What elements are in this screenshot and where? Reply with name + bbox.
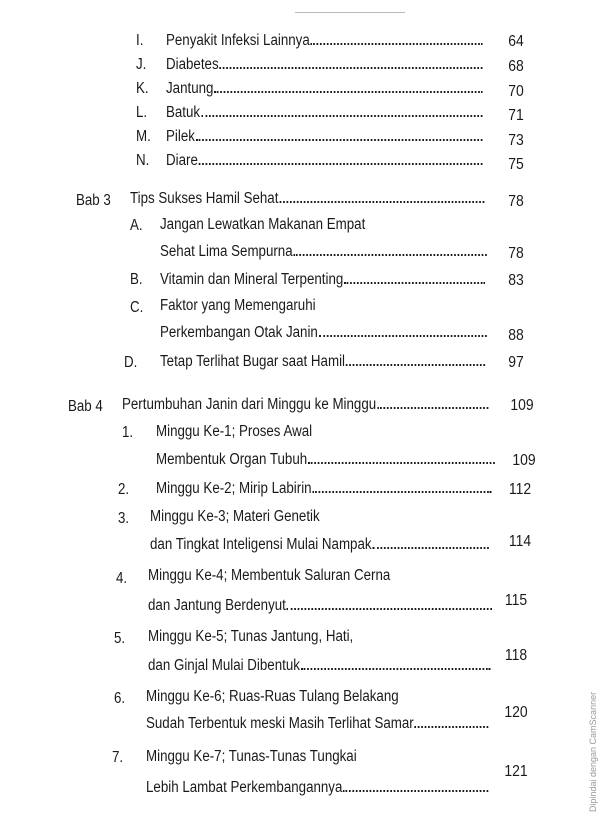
toc-label: 3. xyxy=(118,510,130,527)
toc-page-number: 115 xyxy=(504,592,528,609)
toc-label: 5. xyxy=(114,630,126,647)
chapter-label: Bab 3 xyxy=(76,192,111,209)
toc-entry-line1: Minggu Ke-7; Tunas-Tunas Tungkai xyxy=(146,748,357,765)
toc-label: I. xyxy=(136,32,144,49)
toc-label: 6. xyxy=(114,690,126,707)
toc-page-number: 71 xyxy=(508,107,524,124)
toc-label: 4. xyxy=(116,570,128,587)
toc-label: N. xyxy=(136,152,150,169)
toc-entry-line1: Jangan Lewatkan Makanan Empat xyxy=(160,216,366,233)
toc-label: 7. xyxy=(112,749,124,766)
scanner-watermark: Dipindai dengan CamScanner xyxy=(588,691,598,812)
chapter-label: Bab 4 xyxy=(68,398,103,415)
toc-page-number: 120 xyxy=(504,704,528,721)
toc-page-number: 83 xyxy=(508,272,524,289)
toc-label: M. xyxy=(136,128,151,145)
toc-label: L. xyxy=(136,104,148,121)
toc-page-number: 73 xyxy=(508,132,524,149)
toc-page-number: 70 xyxy=(508,83,524,100)
toc-page-number: 68 xyxy=(508,58,524,75)
toc-page-number: 114 xyxy=(508,533,532,550)
toc-page-number: 75 xyxy=(508,156,524,173)
toc-page-number: 118 xyxy=(504,647,528,664)
toc-entry: Lebih Lambat Perkembangannya xyxy=(146,778,490,798)
toc-entry: dan Jantung Berdenyut xyxy=(148,596,494,616)
toc-page-number: 112 xyxy=(508,481,532,498)
toc-entry-line1: Faktor yang Memengaruhi xyxy=(160,297,316,314)
toc-entry: Sudah Terbentuk meski Masih Terlihat Samar xyxy=(146,714,490,734)
toc-entry-line1: Minggu Ke-5; Tunas Jantung, Hati, xyxy=(148,628,354,645)
toc-entry-line1: Minggu Ke-4; Membentuk Saluran Cerna xyxy=(148,567,391,584)
toc-entry: Minggu Ke-2; Mirip Labirin xyxy=(156,479,493,499)
toc-label: K. xyxy=(136,80,149,97)
chapter-title: Tips Sukses Hamil Sehat xyxy=(130,189,486,209)
toc-entry: Perkembangan Otak Janin xyxy=(160,323,489,343)
toc-label: J. xyxy=(136,56,147,73)
toc-page-number: 109 xyxy=(512,452,536,469)
toc-entry: Jantung xyxy=(166,79,484,99)
toc-page-number: 78 xyxy=(508,193,524,210)
toc-entry: Diare xyxy=(166,151,484,171)
toc-entry: Diabetes xyxy=(166,55,484,75)
toc-page-number: 97 xyxy=(508,354,524,371)
toc-entry: Vitamin dan Mineral Terpenting xyxy=(160,270,487,290)
toc-entry-line1: Minggu Ke-6; Ruas-Ruas Tulang Belakang xyxy=(146,688,399,705)
toc-entry: Membentuk Organ Tubuh xyxy=(156,450,497,470)
toc-entry: Pilek xyxy=(166,127,484,147)
toc-label: 2. xyxy=(118,481,130,498)
toc-page-number: 109 xyxy=(510,397,534,414)
toc-entry: Sehat Lima Sempurna xyxy=(160,242,489,262)
toc-label: C. xyxy=(130,299,144,316)
toc-entry-line1: Minggu Ke-3; Materi Genetik xyxy=(150,508,320,525)
toc-page-number: 78 xyxy=(508,245,524,262)
toc-page-number: 121 xyxy=(504,763,528,780)
toc-entry: Penyakit Infeksi Lainnya xyxy=(166,31,484,51)
top-rule xyxy=(295,0,405,13)
chapter-title: Pertumbuhan Janin dari Minggu ke Minggu xyxy=(122,395,490,415)
toc-entry: dan Tingkat Inteligensi Mulai Nampak xyxy=(150,535,491,555)
toc-entry: Tetap Terlihat Bugar saat Hamil xyxy=(160,352,487,372)
toc-entry-line1: Minggu Ke-1; Proses Awal xyxy=(156,423,313,440)
toc-label: A. xyxy=(130,217,143,234)
toc-label: D. xyxy=(124,354,138,371)
toc-entry: dan Ginjal Mulai Dibentuk xyxy=(148,656,492,676)
toc-page-number: 64 xyxy=(508,33,524,50)
toc-label: B. xyxy=(130,271,143,288)
toc-label: 1. xyxy=(122,424,134,441)
toc-entry: Batuk xyxy=(166,103,484,123)
toc-page-number: 88 xyxy=(508,327,524,344)
